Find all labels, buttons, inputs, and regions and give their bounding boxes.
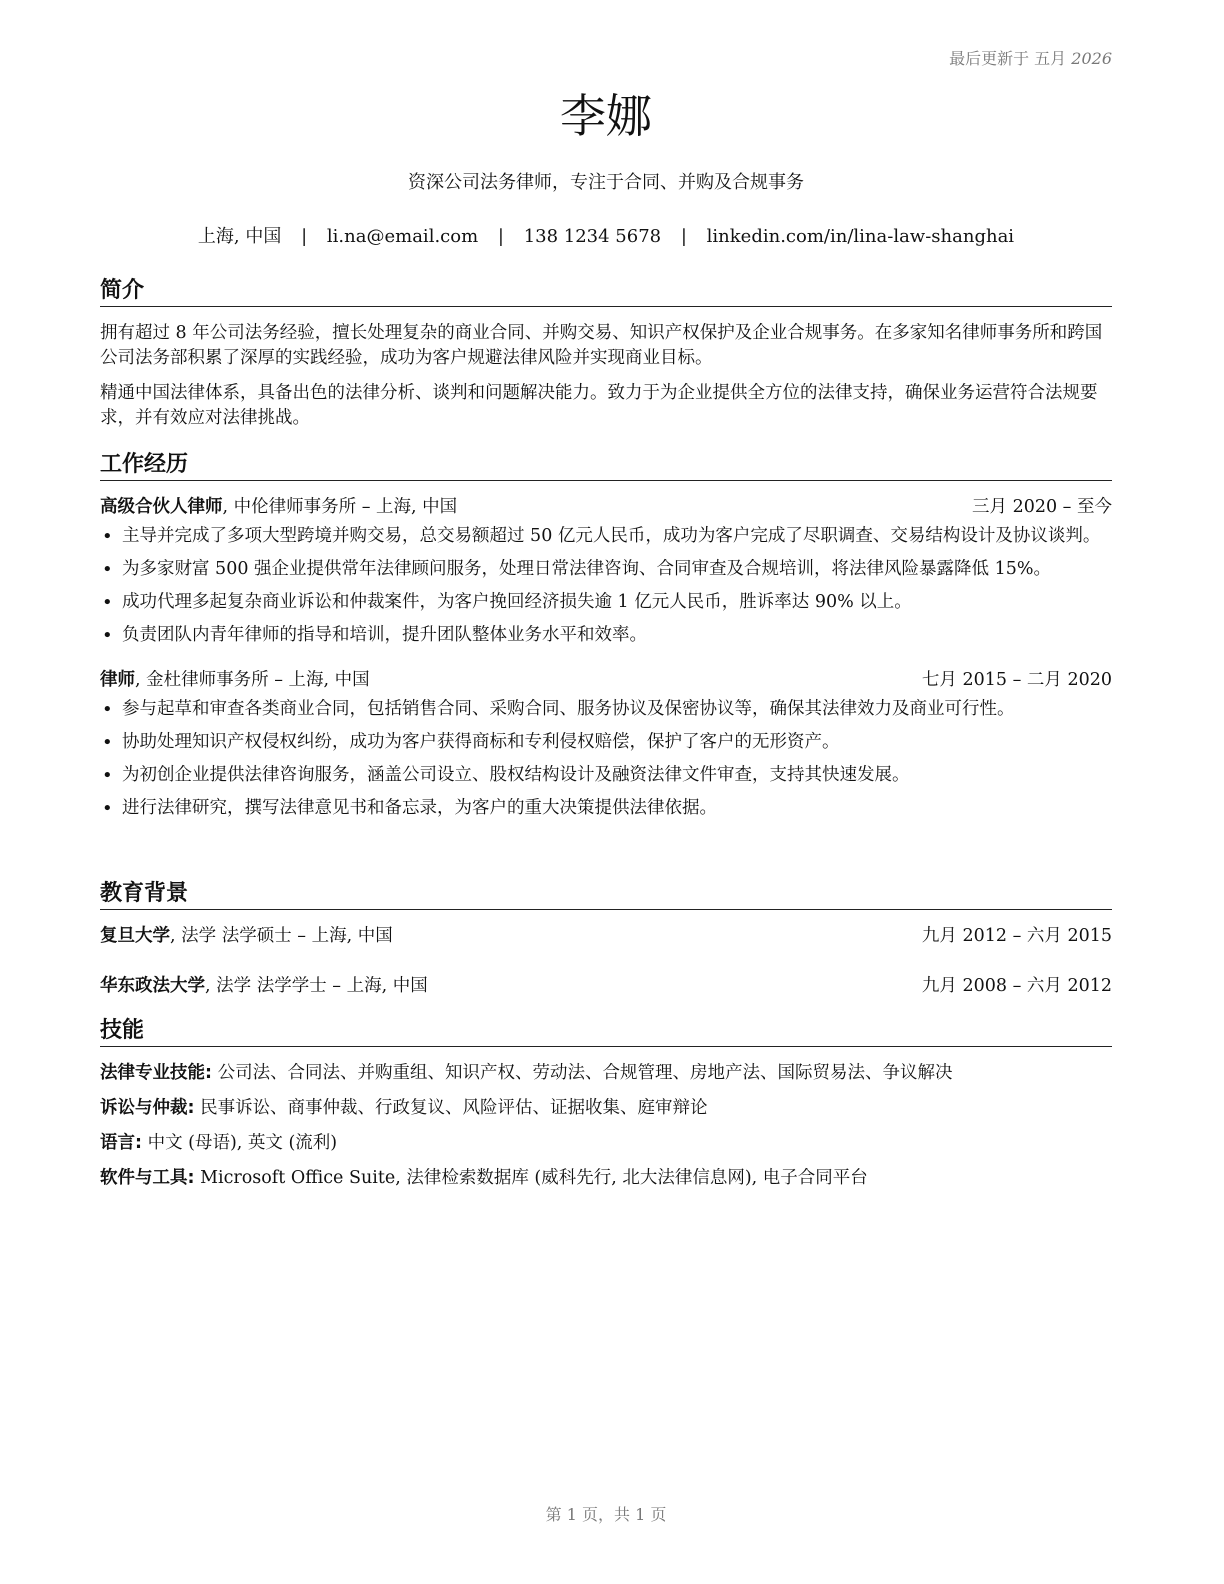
experience-section (100, 450, 1112, 821)
summary-paragraph: 拥有超过 8 年公司法务经验，擅长处理复杂的商业合同、并购交易、知识产权保护及企业合规事务。在多家知名律师事务所和跨国公司法务部积累了深厚的实践经验，成功为客户规避法律风险并实现商业目标。 (100, 323, 1103, 368)
skill-line (100, 1096, 1112, 1121)
candidate-name: 李娜 (560, 89, 652, 143)
resume-page (100, 0, 1112, 1584)
contact-linkedin[interactable]: linkedin.com/in/lina-law-shanghai (706, 226, 1015, 247)
job-bullet: • 为初创企业提供法律咨询服务，涵盖公司设立、股权结构设计及融资法律文件审查，支持其快速发展。 (100, 763, 1112, 788)
summary-section (100, 276, 1112, 431)
contact-email[interactable]: li.na@email.com (326, 226, 479, 247)
job-bullets (100, 697, 1112, 821)
education-entry (100, 974, 1112, 999)
skill-line (100, 1061, 1112, 1086)
job-bullet: • 主导并完成了多项大型跨境并购交易，总交易额超过 50 亿元人民币，成功为客户完成了尽职调查、交易结构设计及协议谈判。 (100, 524, 1112, 549)
job-dates: 三月 2020 – 至今 (972, 497, 1112, 517)
job-org: , 金杜律师事务所 – 上海, 中国 (135, 670, 370, 690)
job-bullet: • 进行法律研究，撰写法律意见书和备忘录，为客户的重大决策提供法律依据。 (100, 796, 1112, 821)
education-school: 华东政法大学 (100, 976, 205, 996)
summary-title: 简介 (100, 276, 1112, 307)
skills-title: 技能 (100, 1016, 1112, 1047)
skill-value: 民事诉讼、商事仲裁、行政复议、风险评估、证据收集、庭审辩论 (194, 1098, 708, 1118)
job-header (100, 495, 1112, 520)
education-detail: , 法学 法学硕士 – 上海, 中国 (170, 926, 393, 946)
education-dates: 九月 2008 – 六月 2012 (921, 976, 1112, 996)
job-header (100, 668, 1112, 693)
job-bullet: • 负责团队内青年律师的指导和培训，提升团队整体业务水平和效率。 (100, 623, 1112, 648)
education-dates: 九月 2012 – 六月 2015 (921, 926, 1112, 946)
job-bullet: • 协助处理知识产权侵权纠纷，成功为客户获得商标和专利侵权赔偿，保护了客户的无形资产。 (100, 730, 1112, 755)
education-section (100, 879, 1112, 999)
skill-value: 公司法、合同法、并购重组、知识产权、劳动法、合规管理、房地产法、国际贸易法、争议解决 (212, 1063, 953, 1083)
contact-phone: 138 1234 5678 (523, 226, 662, 247)
contact-line (100, 224, 1112, 250)
experience-title: 工作经历 (100, 450, 1112, 481)
job-bullet: • 为多家财富 500 强企业提供常年法律顾问服务，处理日常法律咨询、合同审查及合规培训，将法律风险暴露降低 15%。 (100, 557, 1112, 582)
contact-location: 上海, 中国 (197, 226, 282, 247)
headline: 资深公司法务律师，专注于合同、并购及合规事务 (408, 172, 804, 193)
skill-line (100, 1166, 1112, 1191)
job-dates: 七月 2015 – 二月 2020 (921, 670, 1112, 690)
page-footer: 第 1 页，共 1 页 (545, 1505, 667, 1524)
summary-paragraph: 精通中国法律体系，具备出色的法律分析、谈判和问题解决能力。致力于为企业提供全方位的法律支持，确保业务运营符合法规要求，并有效应对法律挑战。 (100, 383, 1098, 428)
skill-value: Microsoft Office Suite, 法律检索数据库 (威科先行, 北大法律信息网), 电子合同平台 (194, 1168, 868, 1188)
skill-label: 语言: (100, 1133, 142, 1153)
skill-value: 中文 (母语), 英文 (流利) (142, 1133, 338, 1153)
education-title: 教育背景 (100, 879, 1112, 910)
job-org: , 中伦律师事务所 – 上海, 中国 (222, 497, 458, 517)
education-detail: , 法学 法学学士 – 上海, 中国 (205, 976, 428, 996)
contact-separator: | (497, 226, 504, 247)
skill-line (100, 1131, 1112, 1156)
skill-label: 诉讼与仲裁: (100, 1098, 195, 1118)
skills-section (100, 1016, 1112, 1191)
job-bullet: • 参与起草和审查各类商业合同，包括销售合同、采购合同、服务协议及保密协议等，确保其法律效力及商业可行性。 (100, 697, 1112, 722)
job-role: 律师 (100, 670, 135, 690)
last-updated-year: 2026 (1071, 49, 1112, 68)
skill-label: 法律专业技能: (100, 1063, 212, 1083)
contact-separator: | (680, 226, 687, 247)
job-role: 高级合伙人律师 (100, 497, 223, 517)
contact-separator: | (301, 226, 308, 247)
education-school: 复旦大学 (100, 926, 170, 946)
skill-label: 软件与工具: (100, 1168, 195, 1188)
education-entry (100, 924, 1112, 949)
last-updated-label: 最后更新于 五月 (949, 49, 1067, 68)
job-entry (100, 668, 1112, 821)
job-entry (100, 495, 1112, 648)
job-bullet: • 成功代理多起复杂商业诉讼和仲裁案件，为客户挽回经济损失逾 1 亿元人民币，胜诉率达 90% 以上。 (100, 590, 1112, 615)
job-bullets (100, 524, 1112, 648)
last-updated (949, 46, 1112, 69)
